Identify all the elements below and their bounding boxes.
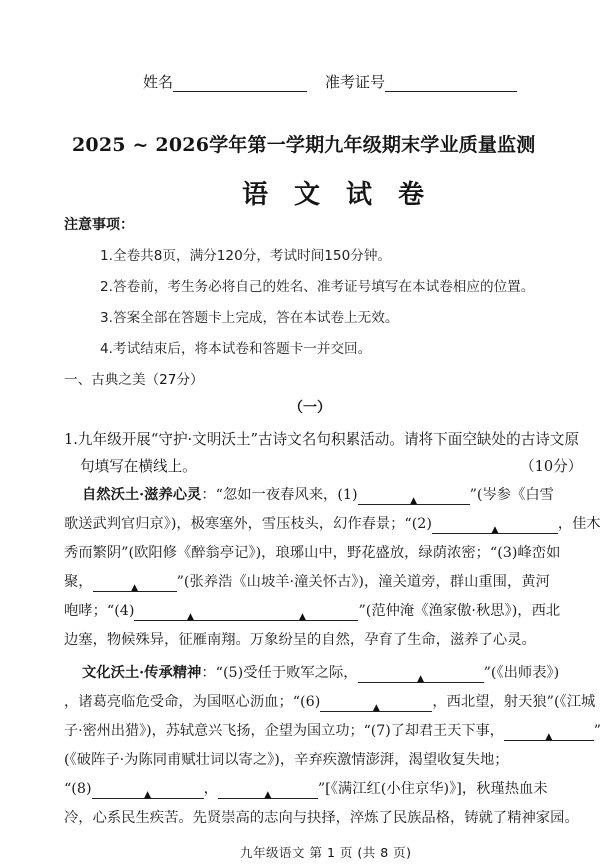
question-stem-line2: 句填写在横线上。 xyxy=(80,458,197,475)
answer-blank-4a: ▲ xyxy=(134,605,246,621)
answer-blank-1: ▲ xyxy=(358,489,470,505)
question-score: （10分） xyxy=(520,458,583,475)
passage-line: 歌送武判官归京》)，极寒塞外，雪压枝头，幻作春景；“(2) ▲ ，佳木 xyxy=(64,516,601,535)
passage-line: 咆哮；“(4) ▲ ▲ ”(范仲淹《渔家傲·秋思》)，西北 xyxy=(64,603,561,622)
passage-line: “(8) ▲ ， ▲ ”[《满江红(小住京华)》]，秋瑾热血未 xyxy=(64,781,548,800)
answer-blank-3: ▲ xyxy=(93,576,177,592)
passage-line: 自然沃土·滋养心灵：“忽如一夜春风来，(1) ▲ ”(岑参《白雪 xyxy=(82,487,554,506)
passage-line: 子·密州出猎》)，苏轼意兴飞扬，企望为国立功；“(7)了却君王天下事， ▲ ” xyxy=(64,723,602,742)
exam-id-field xyxy=(325,71,517,92)
name-field xyxy=(143,71,307,92)
name-label: 姓名 xyxy=(143,73,174,91)
notice-item: 4.考试结束后，将本试卷和答题卡一并交回。 xyxy=(100,341,372,357)
passage-line: 文化沃土·传承精神：“(5)受任于败军之际， ▲ ”(《出师表》) xyxy=(82,665,560,684)
answer-blank-2: ▲ xyxy=(432,518,558,534)
exam-id-label: 准考证号 xyxy=(325,73,386,91)
name-blank xyxy=(173,77,307,92)
answer-blank-8b: ▲ xyxy=(218,783,318,799)
exam-id-blank xyxy=(385,77,517,92)
notice-item: 1.全卷共8页，满分120分，考试时间150分钟。 xyxy=(100,248,392,264)
passage-line: 边塞，物候殊异，征雁南翔。万象纷呈的自然，孕育了生命，滋养了心灵。 xyxy=(64,632,536,648)
passage-line: ，诸葛亮临危受命，为国呕心沥血；“(6) ▲ ，西北望，射天狼”(《江城 xyxy=(64,694,596,713)
subheading-nature: 自然沃土·滋养心灵 xyxy=(82,487,202,503)
notice-item: 3.答案全部在答题卡上完成，答在本试卷上无效。 xyxy=(100,310,399,326)
subject-title: 语文试卷 xyxy=(242,180,451,210)
answer-blank-6: ▲ xyxy=(320,696,432,712)
exam-title: 2025 ~ 2026学年第一学期九年级期末学业质量监测 xyxy=(72,134,536,156)
passage-line: (《破阵子·为陈同甫赋壮词以寄之》)，辛弃疾激情澎湃，渴望收复失地； xyxy=(64,752,509,768)
notice-heading: 注意事项： xyxy=(64,217,134,233)
answer-blank-4b: ▲ xyxy=(246,605,358,621)
answer-blank-7: ▲ xyxy=(504,725,594,741)
subheading-culture: 文化沃土·传承精神 xyxy=(82,665,202,681)
answer-blank-8a: ▲ xyxy=(92,783,204,799)
question-stem-line1: 1.九年级开展“守护·文明沃土”古诗文名句积累活动。请将下面空缺处的古诗文原 xyxy=(64,431,580,448)
section-heading: 一、古典之美（27分） xyxy=(64,372,204,388)
passage-line: 秀而繁阴”(欧阳修《醉翁亭记》)，琅琊山中，野花盛放，绿荫浓密；“(3)峰峦如 xyxy=(64,545,561,561)
notice-item: 2.答卷前，考生务必将自己的姓名、准考证号填写在本试卷相应的位置。 xyxy=(100,279,535,295)
answer-blank-5: ▲ xyxy=(358,667,484,683)
page-footer: 九年级语文 第 1 页 (共 8 页) xyxy=(240,845,412,860)
passage-line: 聚， ▲ ”(张养浩《山坡羊·潼关怀古》)，潼关道旁，群山重围，黄河 xyxy=(64,574,550,593)
passage-line: 冷，心系民生疾苦。先贤崇高的志向与抉择，淬炼了民族品格，铸就了精神家园。 xyxy=(64,810,579,826)
part-heading: （一） xyxy=(289,400,331,416)
